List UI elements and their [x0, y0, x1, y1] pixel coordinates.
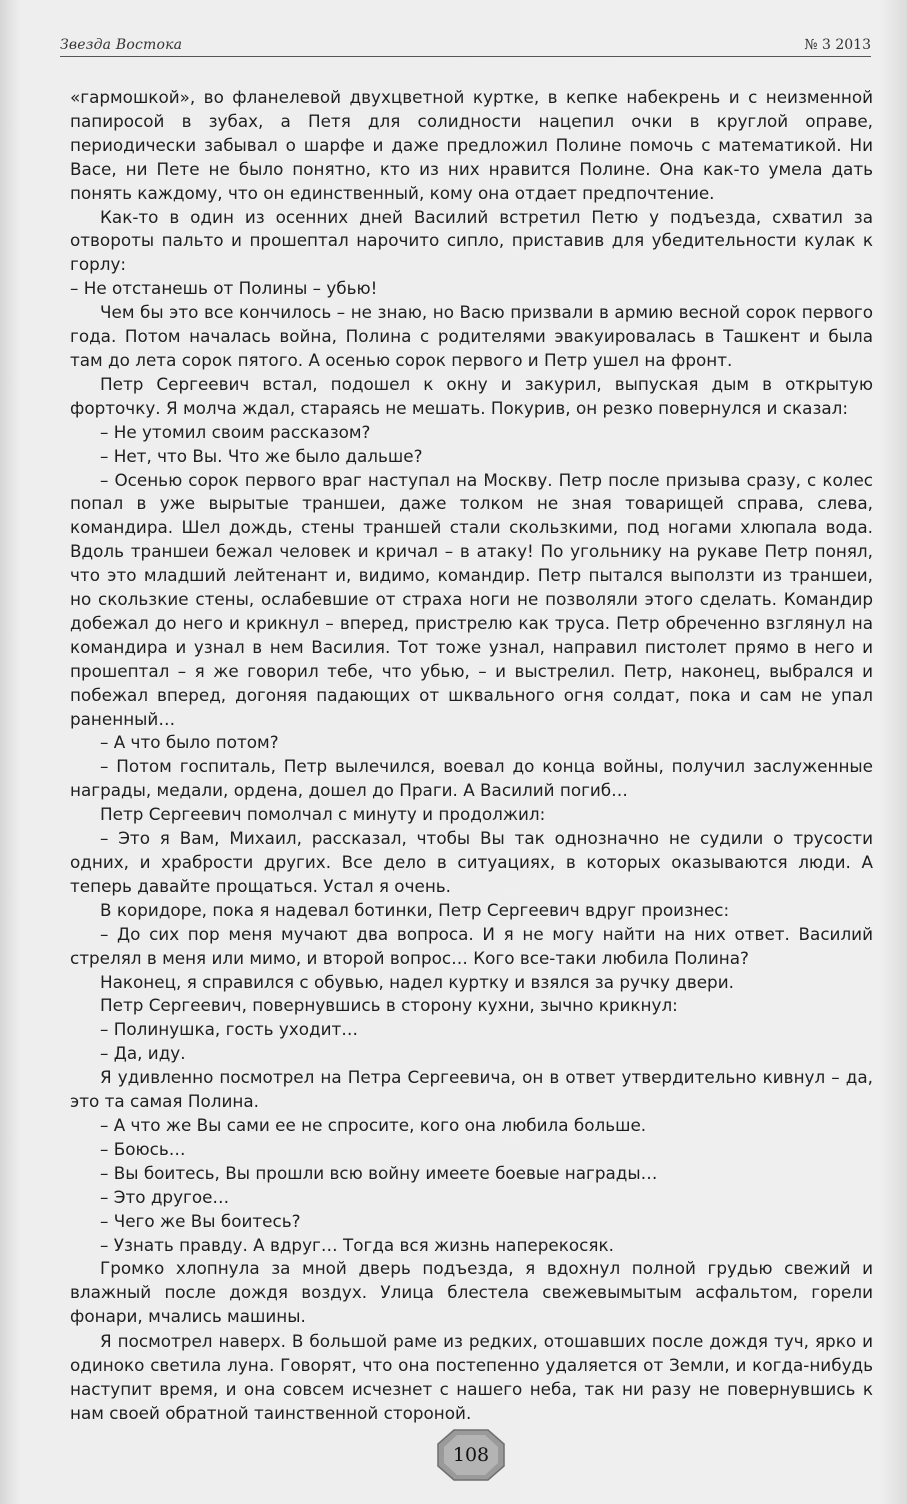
paragraph: – Боюсь… [100, 1138, 186, 1159]
paragraph: – Это другое… [100, 1186, 230, 1207]
paragraph: Петр Сергеевич, повернувшись в сторону кухни, зычно крикнул: [100, 995, 678, 1016]
paragraph: Громко хлопнула за мной дверь подъезда, я вдохнул полной грудью свежий и влажный после дождя воздух. Улица блестела свежевымытым асфальтом, горели фонари, мчались машины. [70, 1258, 873, 1327]
paragraph: – Узнать правду. А вдруг… Тогда вся жизнь наперекосяк. [100, 1234, 614, 1255]
paragraph: – Нет, что Вы. Что же было дальше? [100, 445, 423, 466]
paragraph: – До сих пор меня мучают два вопроса. И я не могу найти на них ответ. Василий стрелял в меня или мимо, и второй вопрос… Кого все-таки любила Полина? [70, 923, 873, 968]
paragraph: – А что же Вы сами ее не спросите, кого она любила больше. [100, 1114, 647, 1135]
page-number-badge [436, 1428, 506, 1482]
paragraph: – Не отстанешь от Полины – убью! [70, 278, 378, 299]
page-number: 108 [452, 1444, 490, 1466]
paragraph: Я удивленно посмотрел на Петра Сергеевича, он в ответ утвердительно кивнул – да, это та самая Полина. [70, 1067, 873, 1112]
paragraph: Петр Сергеевич встал, подошел к окну и закурил, выпуская дым в открытую форточку. Я молча ждал, стараясь не мешать. Покурив, он резко повернулся и сказал: [70, 373, 873, 418]
paragraph: Наконец, я справился с обувью, надел куртку и взялся за ручку двери. [100, 971, 734, 992]
paragraph: «гармошкой», во фланелевой двухцветной куртке, в кепке набекрень и с неизменной папиросой в зубах, а Петя для солидности нацепил очки в круглой оправе, периодически забывал о шарфе и даже предложил Полине помочь с математикой. Ни Васе, ни Пете не было понятно, кто из них нравится Полине. Она как-то умела дать понять каждому, что он единственный, кому она отдает предпочтение. [70, 87, 873, 203]
paragraph: – Это я Вам, Михаил, рассказал, чтобы Вы так однозначно не судили о трусости одних, и храбрости других. Все дело в ситуациях, в которых оказываются люди. А теперь давайте прощаться. Устал я очень. [70, 828, 873, 896]
paragraph: – А что было потом? [100, 732, 279, 753]
issue-number: № 3 2013 [804, 37, 871, 53]
paragraph: – Не утомил своим рассказом? [100, 421, 371, 442]
body-text [70, 86, 873, 1426]
paragraph: – Чего же Вы боитесь? [100, 1210, 301, 1231]
paragraph: – Потом госпиталь, Петр вылечился, воевал до конца войны, получил заслуженные награды, медали, ордена, дошел до Праги. А Василий погиб… [70, 756, 873, 801]
paragraph: – Да, иду. [100, 1043, 186, 1064]
paragraph: – Полинушка, гость уходит… [100, 1019, 359, 1040]
journal-title: Звезда Востока [60, 37, 183, 53]
paragraph: В коридоре, пока я надевал ботинки, Петр Сергеевич вдруг произнес: [100, 899, 730, 920]
paragraph: Петр Сергеевич помолчал с минуту и продолжил: [100, 804, 546, 825]
paragraph: – Вы боитесь, Вы прошли всю войну имеете боевые награды… [100, 1162, 658, 1183]
paragraph: Я посмотрел наверх. В большой раме из редких, отошавших после дождя туч, ярко и одиноко светила луна. Говорят, что она постепенно удаляется от Земли, и когда-нибудь наступит время, и она совсем исчезнет с нашего неба, так ни разу не повернувшись к нам своей обратной таинственной стороной. [70, 1331, 873, 1423]
paragraph: Чем бы это все кончилось – не знаю, но Васю призвали в армию весной сорок первого года. Потом началась война, Полина с родителями эвакуировалась в Ташкент и была там до лета сорок пятого. А осенью сорок первого и Петр ушел на фронт. [70, 302, 873, 370]
running-header [60, 34, 871, 57]
paragraph: Как-то в один из осенних дней Василий встретил Петю у подъезда, схватил за отвороты пальто и прошептал нарочито сипло, приставив для убедительности кулак к горлу: [70, 206, 873, 275]
paragraph: – Осенью сорок первого враг наступал на Москву. Петр после призыва сразу, с колес попал в уже вырытые траншеи, даже толком не зная товарищей справа, слева, командира. Шел дождь, стены траншей стали скользкими, под ногами хлюпала вода. Вдоль траншеи бежал человек и кричал – в атаку! По угольнику на рукаве Петр понял, что это младший лейтенант и, видимо, командир. Петр пытался выползти из траншеи, но скользкие стены, ослабевшие от страха ноги не позволяли этого сделать. Командир добежал до него и крикнул – вперед, пристрелю как труса. Петр обреченно взглянул на командира и узнал в нем Василия. Тот тоже узнал, направил пистолет прямо в него и прошептал – я же говорил тебе, что убью, – и выстрелил. Петр, наконец, выбрался и побежал вперед, догоняя падающих от шквального огня солдат, пока и сам не упал раненный… [70, 469, 873, 729]
